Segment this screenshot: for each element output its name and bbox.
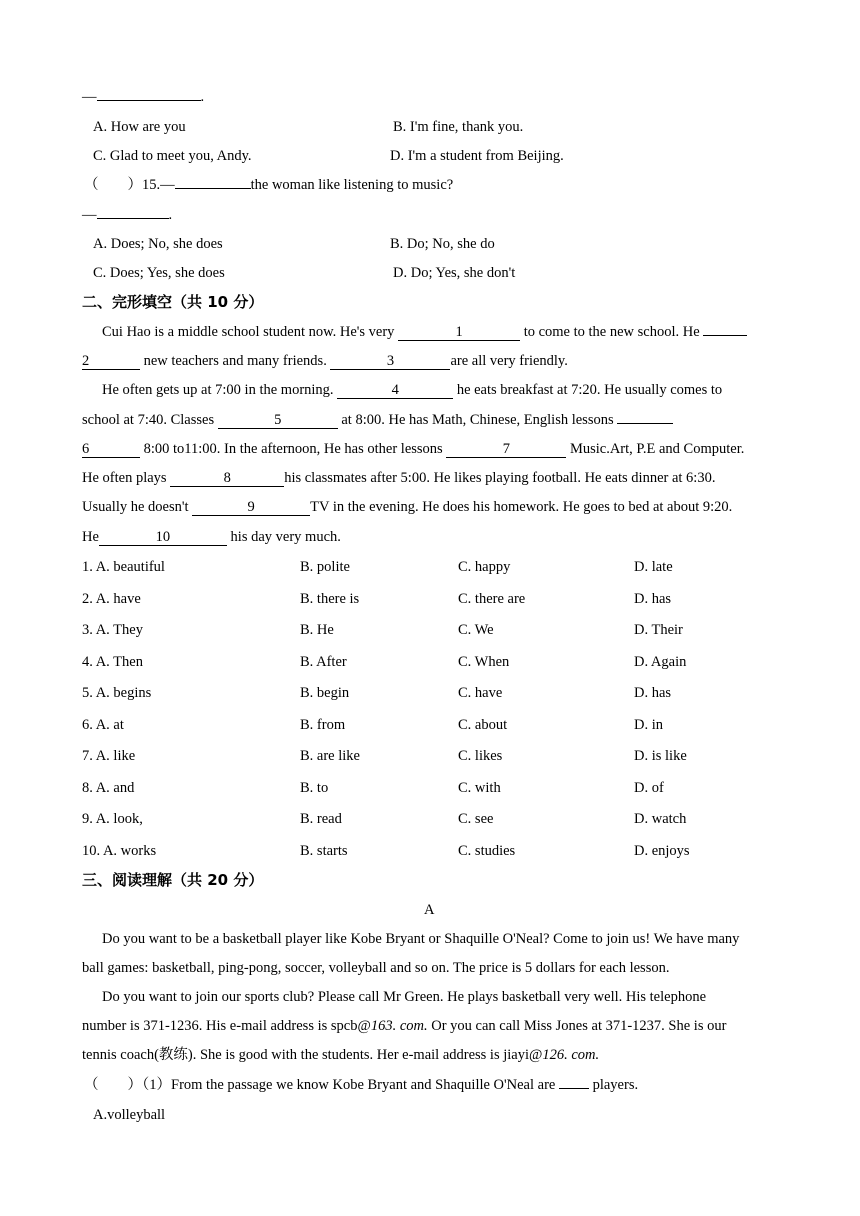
cloze-line: 2 new teachers and many friends. 3 are all very friendly.: [82, 353, 568, 369]
q15-answer-line: — .: [82, 207, 173, 223]
cloze-option-c[interactable]: C. see: [458, 811, 494, 827]
passage-label: A: [424, 902, 435, 918]
cloze-line: Cui Hao is a middle school student now. He's very 1 to come to the new school. He: [102, 323, 747, 341]
cloze-option-a[interactable]: 6. A. at: [82, 717, 124, 733]
cloze-blank[interactable]: [703, 335, 747, 336]
cloze-line: He often plays 8 his classmates after 5:00. He likes playing football. He eats dinner at 6:30.: [82, 470, 716, 486]
q15-option-a[interactable]: A. Does; No, she does: [93, 236, 223, 252]
q14-option-b[interactable]: B. I'm fine, thank you.: [393, 119, 524, 135]
cloze-option-a[interactable]: 3. A. They: [82, 622, 143, 638]
cloze-option-d[interactable]: D. Again: [634, 654, 687, 670]
cloze-option-d[interactable]: D. of: [634, 780, 664, 796]
section-heading-reading: 三、阅读理解（共 20 分）: [82, 871, 264, 889]
passage-line: Do you want to be a basketball player like Kobe Bryant or Shaquille O'Neal? Come to join us! We have many: [102, 931, 740, 947]
cloze-blank[interactable]: 9: [192, 500, 310, 516]
cloze-blank[interactable]: 5: [218, 413, 338, 429]
cloze-option-a[interactable]: 1. A. beautiful: [82, 559, 165, 575]
cloze-option-b[interactable]: B. He: [300, 622, 334, 638]
cloze-option-b[interactable]: B. to: [300, 780, 329, 796]
cloze-line: He 10 his day very much.: [82, 529, 341, 545]
cloze-option-a[interactable]: 7. A. like: [82, 748, 136, 764]
q15-option-b[interactable]: B. Do; No, she do: [390, 236, 495, 252]
cloze-option-c[interactable]: C. about: [458, 717, 508, 733]
cloze-blank[interactable]: 6: [82, 442, 140, 458]
cloze-option-a[interactable]: 2. A. have: [82, 591, 141, 607]
cloze-option-b[interactable]: B. read: [300, 811, 342, 827]
reading-q1-option-a[interactable]: A.volleyball: [93, 1107, 166, 1123]
q14-option-d[interactable]: D. I'm a student from Beijing.: [390, 148, 564, 164]
cloze-option-a[interactable]: 8. A. and: [82, 780, 135, 796]
passage-line: ball games: basketball, ping-pong, soccer, volleyball and so on. The price is 5 dollars for each lesson.: [82, 960, 670, 976]
cloze-blank[interactable]: 8: [170, 471, 284, 487]
cloze-option-b[interactable]: B. starts: [300, 843, 348, 859]
cloze-option-c[interactable]: C. happy: [458, 559, 511, 575]
q14-option-c[interactable]: C. Glad to meet you, Andy.: [93, 148, 252, 164]
cloze-option-a[interactable]: 10. A. works: [82, 843, 157, 859]
cloze-line: 6 8:00 to11:00. In the afternoon, He has other lessons 7 Music.Art, P.E and Computer.: [82, 441, 745, 457]
answer-blank[interactable]: [97, 100, 201, 101]
cloze-option-c[interactable]: C. When: [458, 654, 510, 670]
cloze-blank[interactable]: 3: [330, 354, 450, 370]
cloze-option-c[interactable]: C. studies: [458, 843, 516, 859]
passage-line: tennis coach(教练). She is good with the students. Her e-mail address is jiayi@126. com.: [82, 1047, 600, 1063]
cloze-option-a[interactable]: 5. A. begins: [82, 685, 152, 701]
q15-option-c[interactable]: C. Does; Yes, she does: [93, 265, 225, 281]
answer-blank[interactable]: [97, 218, 169, 219]
section-heading-cloze: 二、完形填空（共 10 分）: [82, 293, 264, 311]
cloze-line: school at 7:40. Classes 5 at 8:00. He has Math, Chinese, English lessons: [82, 411, 673, 429]
answer-paren[interactable]: （ ）: [84, 1077, 142, 1093]
q14-answer-line: — .: [82, 89, 205, 105]
cloze-option-d[interactable]: D. watch: [634, 811, 687, 827]
cloze-blank[interactable]: 7: [446, 442, 566, 458]
cloze-option-b[interactable]: B. After: [300, 654, 347, 670]
q15-stem: （ ）15.— the woman like listening to music?: [84, 177, 454, 193]
cloze-option-a[interactable]: 4. A. Then: [82, 654, 143, 670]
q14-option-a[interactable]: A. How are you: [93, 119, 186, 135]
cloze-option-d[interactable]: D. in: [634, 717, 663, 733]
cloze-option-d[interactable]: D. enjoys: [634, 843, 690, 859]
cloze-blank[interactable]: 2: [82, 354, 140, 370]
cloze-blank[interactable]: 1: [398, 325, 520, 341]
cloze-option-a[interactable]: 9. A. look,: [82, 811, 143, 827]
cloze-option-c[interactable]: C. there are: [458, 591, 526, 607]
cloze-option-b[interactable]: B. there is: [300, 591, 360, 607]
cloze-line: Usually he doesn't 9 TV in the evening. He does his homework. He goes to bed at about 9:20.: [82, 499, 733, 515]
cloze-option-c[interactable]: C. We: [458, 622, 494, 638]
q15-option-d[interactable]: D. Do; Yes, she don't: [393, 265, 516, 281]
cloze-line: He often gets up at 7:00 in the morning. 4 he eats breakfast at 7:20. He usually comes to: [102, 382, 723, 398]
cloze-option-c[interactable]: C. with: [458, 780, 501, 796]
cloze-option-b[interactable]: B. are like: [300, 748, 360, 764]
cloze-option-b[interactable]: B. from: [300, 717, 346, 733]
passage-line: Do you want to join our sports club? Please call Mr Green. He plays basketball very well. His telephone: [102, 989, 707, 1005]
reading-question-1: （ ）（1）From the passage we know Kobe Bryant and Shaquille O'Neal are players.: [84, 1077, 639, 1093]
cloze-option-c[interactable]: C. have: [458, 685, 503, 701]
answer-blank[interactable]: [559, 1088, 589, 1089]
cloze-option-d[interactable]: D. Their: [634, 622, 683, 638]
cloze-option-d[interactable]: D. is like: [634, 748, 687, 764]
cloze-option-d[interactable]: D. has: [634, 591, 672, 607]
passage-line: number is 371-1236. His e-mail address is spcb@163. com. Or you can call Miss Jones at 371-1237. She is our: [82, 1018, 727, 1034]
cloze-option-b[interactable]: B. polite: [300, 559, 350, 575]
cloze-option-c[interactable]: C. likes: [458, 748, 503, 764]
cloze-option-d[interactable]: D. has: [634, 685, 672, 701]
cloze-option-b[interactable]: B. begin: [300, 685, 350, 701]
cloze-option-d[interactable]: D. late: [634, 559, 673, 575]
cloze-blank[interactable]: 4: [337, 383, 453, 399]
cloze-blank[interactable]: 10: [99, 530, 227, 546]
answer-blank[interactable]: [175, 188, 251, 189]
answer-paren[interactable]: （ ）: [84, 177, 142, 193]
cloze-blank[interactable]: [617, 423, 673, 424]
